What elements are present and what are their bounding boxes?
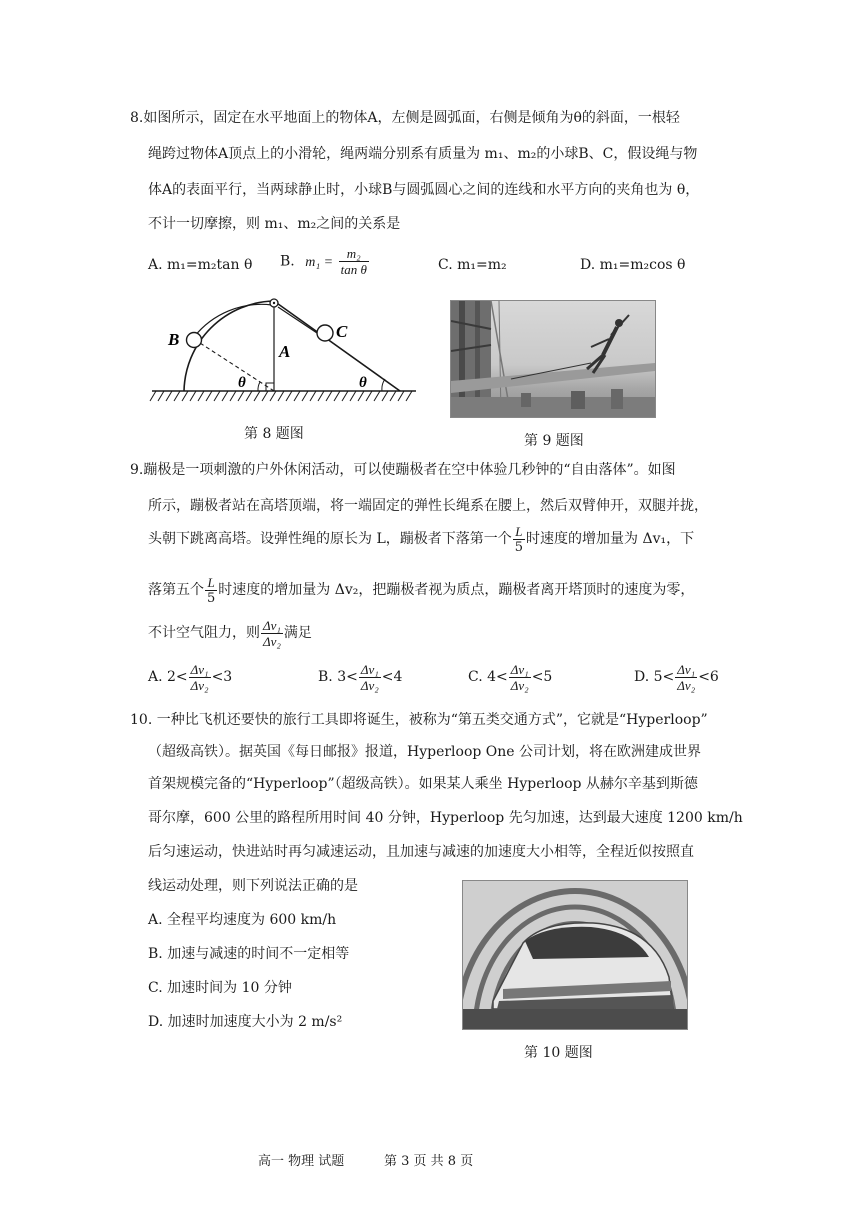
q10-line-2: （超级高铁）。据英国《每日邮报》报道，Hyperloop One 公司计划，将在欧洲建成世界 [148,744,702,760]
figure-10-caption: 第 10 题图 [524,1045,593,1061]
q10-line-1: 10. 一种比飞机还要快的旅行工具即将诞生，被称为“第五类交通方式”，它就是“Hyperloop” [130,712,708,728]
q9-line-4-b: 时速度的增加量为 Δv₂，把蹦极者视为质点，蹦极者离开塔顶时的速度为零， [218,582,695,598]
q9-line-4-den: 5 [207,590,216,606]
q10-option-d: D. 加速时加速度大小为 2 m/s² [148,1014,343,1030]
q10-option-c: C. 加速时间为 10 分钟 [148,980,292,996]
q8-option-b-prefix: B. [280,253,295,270]
q9-line-5-num: Δv₁ [263,617,281,633]
q9-option-a-post: <3 [211,669,233,685]
q9-line-4-num: L [205,575,217,591]
q9-option-b-fraction [359,662,381,693]
maglev-train-image [463,881,687,1029]
q8-line-2: 绳跨过物体A顶点上的小滑轮，绳两端分别系有质量为 m₁、m₂的小球B、C，假设绳与物 [148,146,698,162]
q9-option-c [468,660,552,694]
q9-option-a-fraction [189,662,211,693]
q9-option-a-den: Δv₂ [190,677,209,693]
q9-option-b-pre: B. 3< [318,669,358,685]
q9-option-b-post: <4 [381,669,403,685]
q10-line-6: 线运动处理，则下列说法正确的是 [148,878,358,894]
q9-option-d-pre: D. 5< [634,669,675,685]
rope-arc [194,304,272,337]
q8-line-4: 不计一切摩擦，则 m₁、m₂之间的关系是 [148,216,401,232]
q8-option-b [280,246,370,277]
q8-option-b-numerator: m₂ [339,246,369,262]
q9-option-c-den: Δv₂ [510,677,529,693]
label-b: B [168,330,180,349]
pulley-axle [273,302,275,304]
q9-line-5-den: Δv₂ [263,633,281,649]
q9-line-5 [148,616,312,650]
q8-line-1: 8.如图所示，固定在水平地面上的物体A，左侧是圆弧面，右侧是倾角为θ的斜面，一根轻 [130,110,680,126]
q9-line-5-a: 不计空气阻力，则 [148,625,260,641]
q9-line-3-fraction [513,524,525,555]
q9-line-3-b: 时速度的增加量为 Δv₁，下 [526,531,695,547]
q9-line-1: 9.蹦极是一项刺激的户外休闲活动，可以使蹦极者在空中体验几秒钟的“自由落体”。如图 [130,462,676,478]
q9-option-b [318,660,402,694]
ball-c [317,325,333,341]
guideway [463,1009,687,1029]
q9-line-3-den: 5 [514,539,524,555]
dashed-radius [200,343,274,391]
q8-option-c: C. m₁=m₂ [438,257,507,273]
q9-option-a-num: Δv₁ [190,661,209,677]
q9-line-4-a: 落第五个 [148,582,204,598]
ball-b [187,333,202,348]
label-theta-right: θ [359,375,367,391]
figure-8-diagram [148,295,418,410]
q9-option-d-num: Δv₁ [677,661,696,677]
q9-option-d-den: Δv₂ [677,677,696,693]
label-c: C [336,322,348,341]
q9-option-d-fraction [675,662,697,693]
q9-line-5-fraction [261,618,283,649]
q9-option-a-pre: A. 2< [148,669,188,685]
ground-hatching [150,391,412,401]
q9-option-c-post: <5 [531,669,553,685]
q9-option-c-num: Δv₁ [510,661,529,677]
q9-line-4 [148,573,694,607]
q8-option-a: A. m₁=m₂tan θ [148,257,253,273]
q9-line-4-fraction [205,575,217,606]
q10-option-b: B. 加速与减速的时间不一定相等 [148,946,350,962]
q9-option-d [634,660,719,694]
q9-option-c-fraction [509,662,531,693]
footer-page-number: 第 3 页 共 8 页 [384,1154,474,1169]
q9-option-a [148,660,232,694]
q10-line-3: 首架规模完备的“Hyperloop”（超级高铁）。如果某人乘坐 Hyperloop 从赫尔辛基到斯德 [148,776,698,792]
q8-line-3: 体A的表面平行，当两球静止时，小球B与圆弧圆心之间的连线和水平方向的夹角也为 θ， [148,182,700,198]
q8-option-b-fraction [339,246,369,277]
q9-option-d-post: <6 [698,669,719,685]
label-a: A [279,342,291,361]
q9-line-3 [148,522,694,556]
figure-8-caption: 第 8 题图 [244,426,304,442]
footer-subject: 高一 物理 试题 [258,1154,345,1169]
q9-line-5-b: 满足 [283,625,312,641]
q9-option-b-num: Δv₁ [360,661,379,677]
jumper-figure [587,315,629,373]
figure-9-photo [450,300,656,418]
rope-incline [278,307,320,335]
q8-option-b-lhs: m₁ = [305,254,334,270]
q9-line-3-num: L [513,524,525,540]
bungee-jumper-image [451,301,655,417]
figure-10-photo [462,880,688,1030]
q10-line-5: 后匀速运动，快进站时再匀减速运动，且加速与减速的加速度大小相等，全程近似按照直 [148,844,694,860]
q10-option-a: A. 全程平均速度为 600 km/h [148,912,337,928]
q9-option-c-pre: C. 4< [468,669,508,685]
q9-line-2: 所示，蹦极者站在高塔顶端，将一端固定的弹性长绳系在腰上，然后双臂伸开，双腿并拢， [148,498,708,514]
q8-option-d: D. m₁=m₂cos θ [580,257,686,273]
q8-option-b-denominator: tan θ [340,262,367,277]
q10-line-4: 哥尔摩，600 公里的路程所用时间 40 分钟，Hyperloop 先匀加速，达到最大速度 1200 km/h [148,810,743,826]
q9-option-b-den: Δv₂ [360,677,379,693]
figure-9-caption: 第 9 题图 [524,433,584,449]
label-theta-left: θ [238,375,246,391]
body-a-outline [184,301,400,391]
q9-line-3-a: 头朝下跳离高塔。设弹性绳的原长为 L，蹦极者下落第一个 [148,531,512,547]
angle-arc-left [258,382,260,391]
